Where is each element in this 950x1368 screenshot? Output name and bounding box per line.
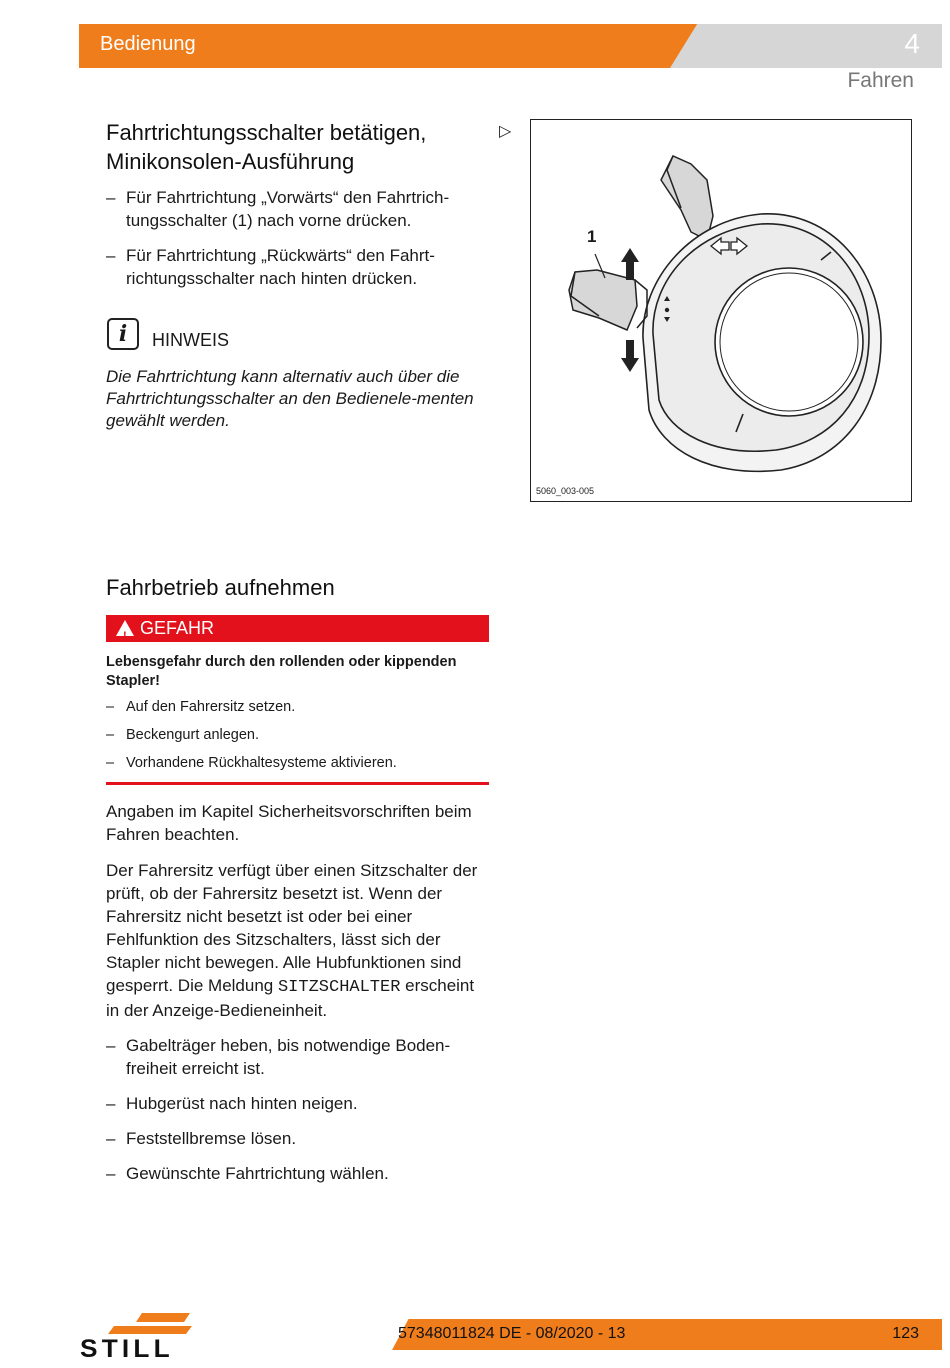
figure-marker-icon: ▷ [499,123,512,140]
footer-page-number: 123 [892,1325,919,1342]
danger-title: Lebensgefahr durch den rollenden oder kippenden Stapler! [106,654,457,689]
section1-title-line2: Minikonsolen-Ausführung [106,149,355,174]
header-subsection: Fahren [847,69,914,92]
section1-step: – Für Fahrtrichtung „Vorwärts“ den Fahrtrich-tungsschalter (1) nach vorne drücken. [106,186,490,232]
arrow-up-icon [621,248,639,280]
message-code: SITZSCHALTER [277,978,401,997]
hinweis-label: HINWEIS [152,330,230,350]
section2-body [106,800,490,1185]
section1-title [106,118,490,176]
hinweis-text: Die Fahrtrichtung kann alternativ auch über die Fahrtrichtungsschalter an den Bedienele-menten gewählt werden. [106,367,474,430]
warning-triangle-icon [116,620,134,636]
section2-para2 [106,859,490,1022]
section2-title: Fahrbetrieb aufnehmen [106,575,335,600]
direction-switch-lever-icon [569,270,647,330]
header-chapter-bar [670,24,942,68]
danger-divider [106,782,489,785]
footer-doc-code: 57348011824 DE - 08/2020 - 13 [398,1325,626,1342]
section2-step: – Hubgerüst nach hinten neigen. [106,1092,490,1115]
section2-para2-text: Der Fahrersitz verfügt über einen Sitzschalter der prüft, ob der Fahrersitz besetzt ist. Wenn der Fahrersitz nicht besetzt ist oder bei einer Fehlfunktion des Sitzschalters, lässt sich der Stapler nicht bewegen. Alle Hubfunktionen sind gesperrt. Die Meldung [106,861,478,995]
arrow-down-icon [621,340,639,372]
danger-item: – Auf den Fahrersitz setzen. [106,698,490,717]
danger-item: – Beckengurt anlegen. [106,726,490,745]
section1-title-line1: Fahrtrichtungsschalter betätigen, [106,120,427,145]
figure-callout-1: 1 [587,227,597,246]
danger-label: GEFAHR [140,618,215,638]
section2-step: – Gabelträger heben, bis notwendige Boden-freiheit erreicht ist. [106,1034,490,1080]
section1 [106,118,490,290]
figure-mini-console [530,119,912,502]
section2-step: – Feststellbremse lösen. [106,1127,490,1150]
header-chapter-number: 4 [904,28,920,59]
info-icon: i [107,318,139,350]
danger-list [106,698,490,782]
switch-lever-icon [661,156,713,240]
section2-step: – Gewünschte Fahrtrichtung wählen. [106,1162,490,1185]
section2-para1: Angaben im Kapitel Sicherheitsvorschriften beim Fahren beachten. [106,802,472,844]
mini-console-drawing [531,120,911,500]
mini-console-body [643,214,881,472]
section2-para2-text-end: erscheint in der Anzeige-Bedieneinheit. [106,976,475,1020]
section1-step: – Für Fahrtrichtung „Rückwärts“ den Fahrt-richtungsschalter nach hinten drücken. [106,244,490,290]
logo-wordmark: STILL [80,1335,174,1358]
section2-title-wrap [106,573,490,602]
header-section: Bedienung [100,33,196,55]
danger-item: – Vorhandene Rückhaltesysteme aktivieren. [106,754,490,773]
still-logo [80,1310,240,1358]
figure-code: 5060_003-005 [536,486,595,496]
danger-banner [106,615,489,642]
